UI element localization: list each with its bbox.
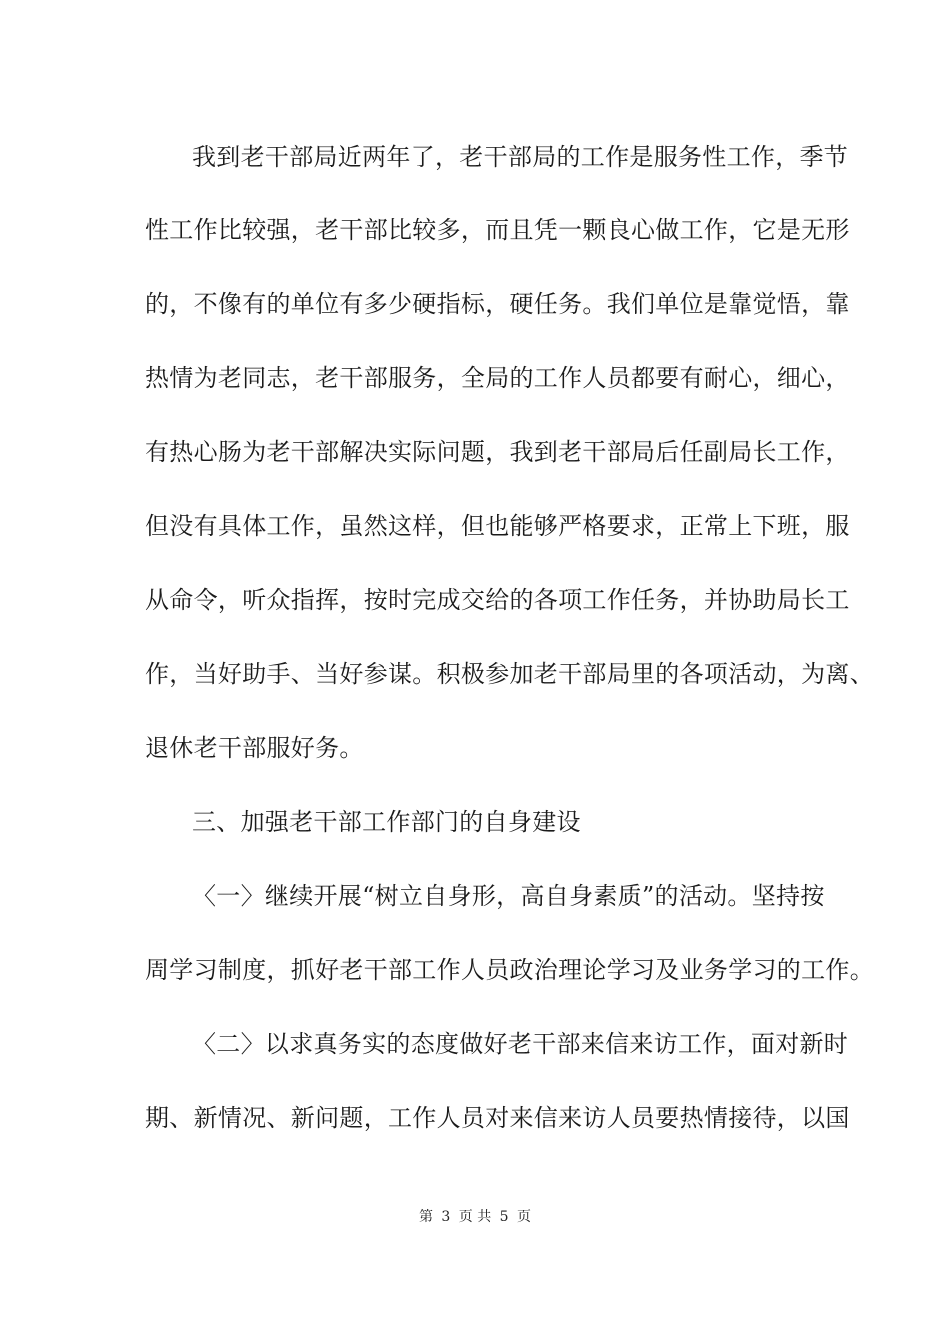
paragraph-line: 热情为老同志，老干部服务，全局的工作人员都要有耐心，细心，	[145, 364, 850, 392]
paragraph-line: 期、新情况、新问题，工作人员对来信来访人员要热情接待，以国	[145, 1104, 850, 1132]
page-footer	[0, 1208, 950, 1226]
paragraph-line: 性工作比较强，老干部比较多，而且凭一颗良心做工作，它是无形	[145, 216, 850, 244]
paragraph-line: 周学习制度，抓好老干部工作人员政治理论学习及业务学习的工作。	[145, 956, 874, 984]
section-heading: 三、加强老干部工作部门的自身建设	[192, 808, 581, 836]
footer-middle: 页 共	[458, 1209, 492, 1225]
footer-suffix: 页	[517, 1209, 532, 1225]
paragraph-line: 我到老干部局近两年了，老干部局的工作是服务性工作，季节	[192, 143, 849, 171]
paragraph-line: 〈一〉继续开展“树立自身形，高自身素质”的活动。坚持按	[192, 882, 825, 910]
footer-current-page: 3	[441, 1209, 451, 1225]
paragraph-line: 的，不像有的单位有多少硬指标，硬任务。我们单位是靠觉悟，靠	[145, 290, 850, 318]
paragraph-line: 有热心肠为老干部解决实际问题，我到老干部局后任副局长工作，	[145, 438, 850, 466]
footer-total-pages: 5	[499, 1209, 509, 1225]
footer-prefix: 第	[418, 1209, 433, 1225]
paragraph-line: 退休老干部服好务。	[145, 734, 364, 762]
paragraph-line: 从命令，听众指挥，按时完成交给的各项工作任务，并协助局长工	[145, 586, 850, 614]
paragraph-line: 〈二〉以求真务实的态度做好老干部来信来访工作，面对新时	[192, 1030, 849, 1058]
paragraph-line: 但没有具体工作，虽然这样，但也能够严格要求，正常上下班，服	[145, 512, 850, 540]
paragraph-line: 作，当好助手、当好参谋。积极参加老干部局里的各项活动，为离、	[145, 660, 874, 688]
